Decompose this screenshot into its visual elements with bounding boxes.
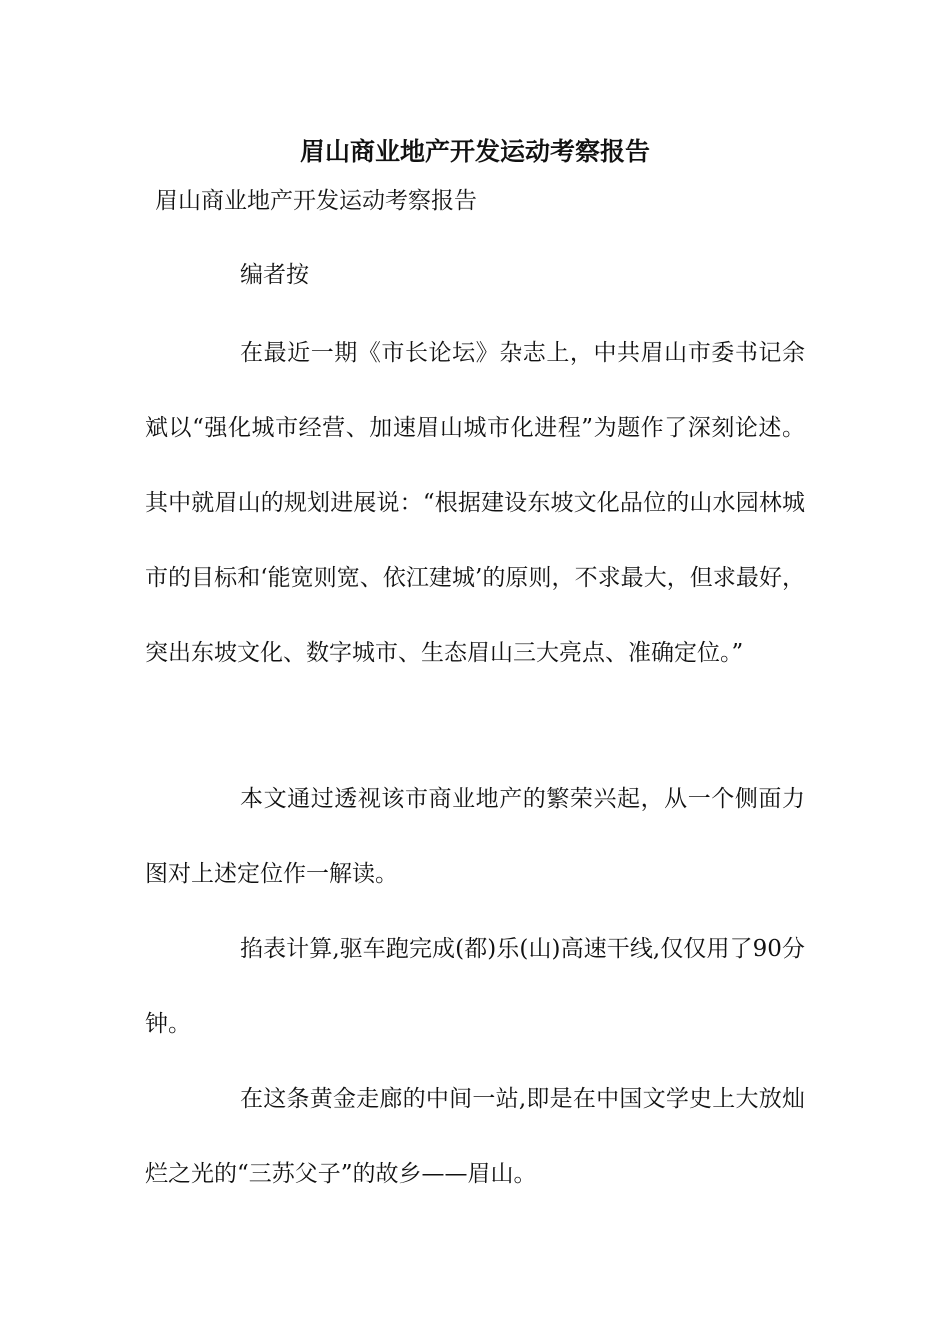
document-subtitle: 眉山商业地产开发运动考察报告 [155, 188, 477, 214]
document-title: 眉山商业地产开发运动考察报告 [299, 137, 650, 166]
body-paragraph: 在最近一期《市长论坛》杂志上，中共眉山市委书记余斌以“强化城市经营、加速眉山城市化进程”为题作了深刻论述。其中就眉山的规划进展说：“根据建设东坡文化品位的山水园林城市的目标和‘能宽则宽、依江建城’的原则，不求最大，但求最好，突出东坡文化、数字城市、生态眉山三大亮点、准确定位。” [145, 340, 805, 666]
body-paragraph: 掐表计算,驱车跑完成(都)乐(山)高速干线,仅仅用了90分钟。 [145, 936, 805, 1037]
editor-note-label: 编者按 [240, 262, 309, 288]
body-paragraph: 本文通过透视该市商业地产的繁荣兴起，从一个侧面力图对上述定位作一解读。 [145, 786, 805, 887]
body-paragraph: 在这条黄金走廊的中间一站,即是在中国文学史上大放灿烂之光的“三苏父子”的故乡——眉山。 [145, 1086, 805, 1187]
